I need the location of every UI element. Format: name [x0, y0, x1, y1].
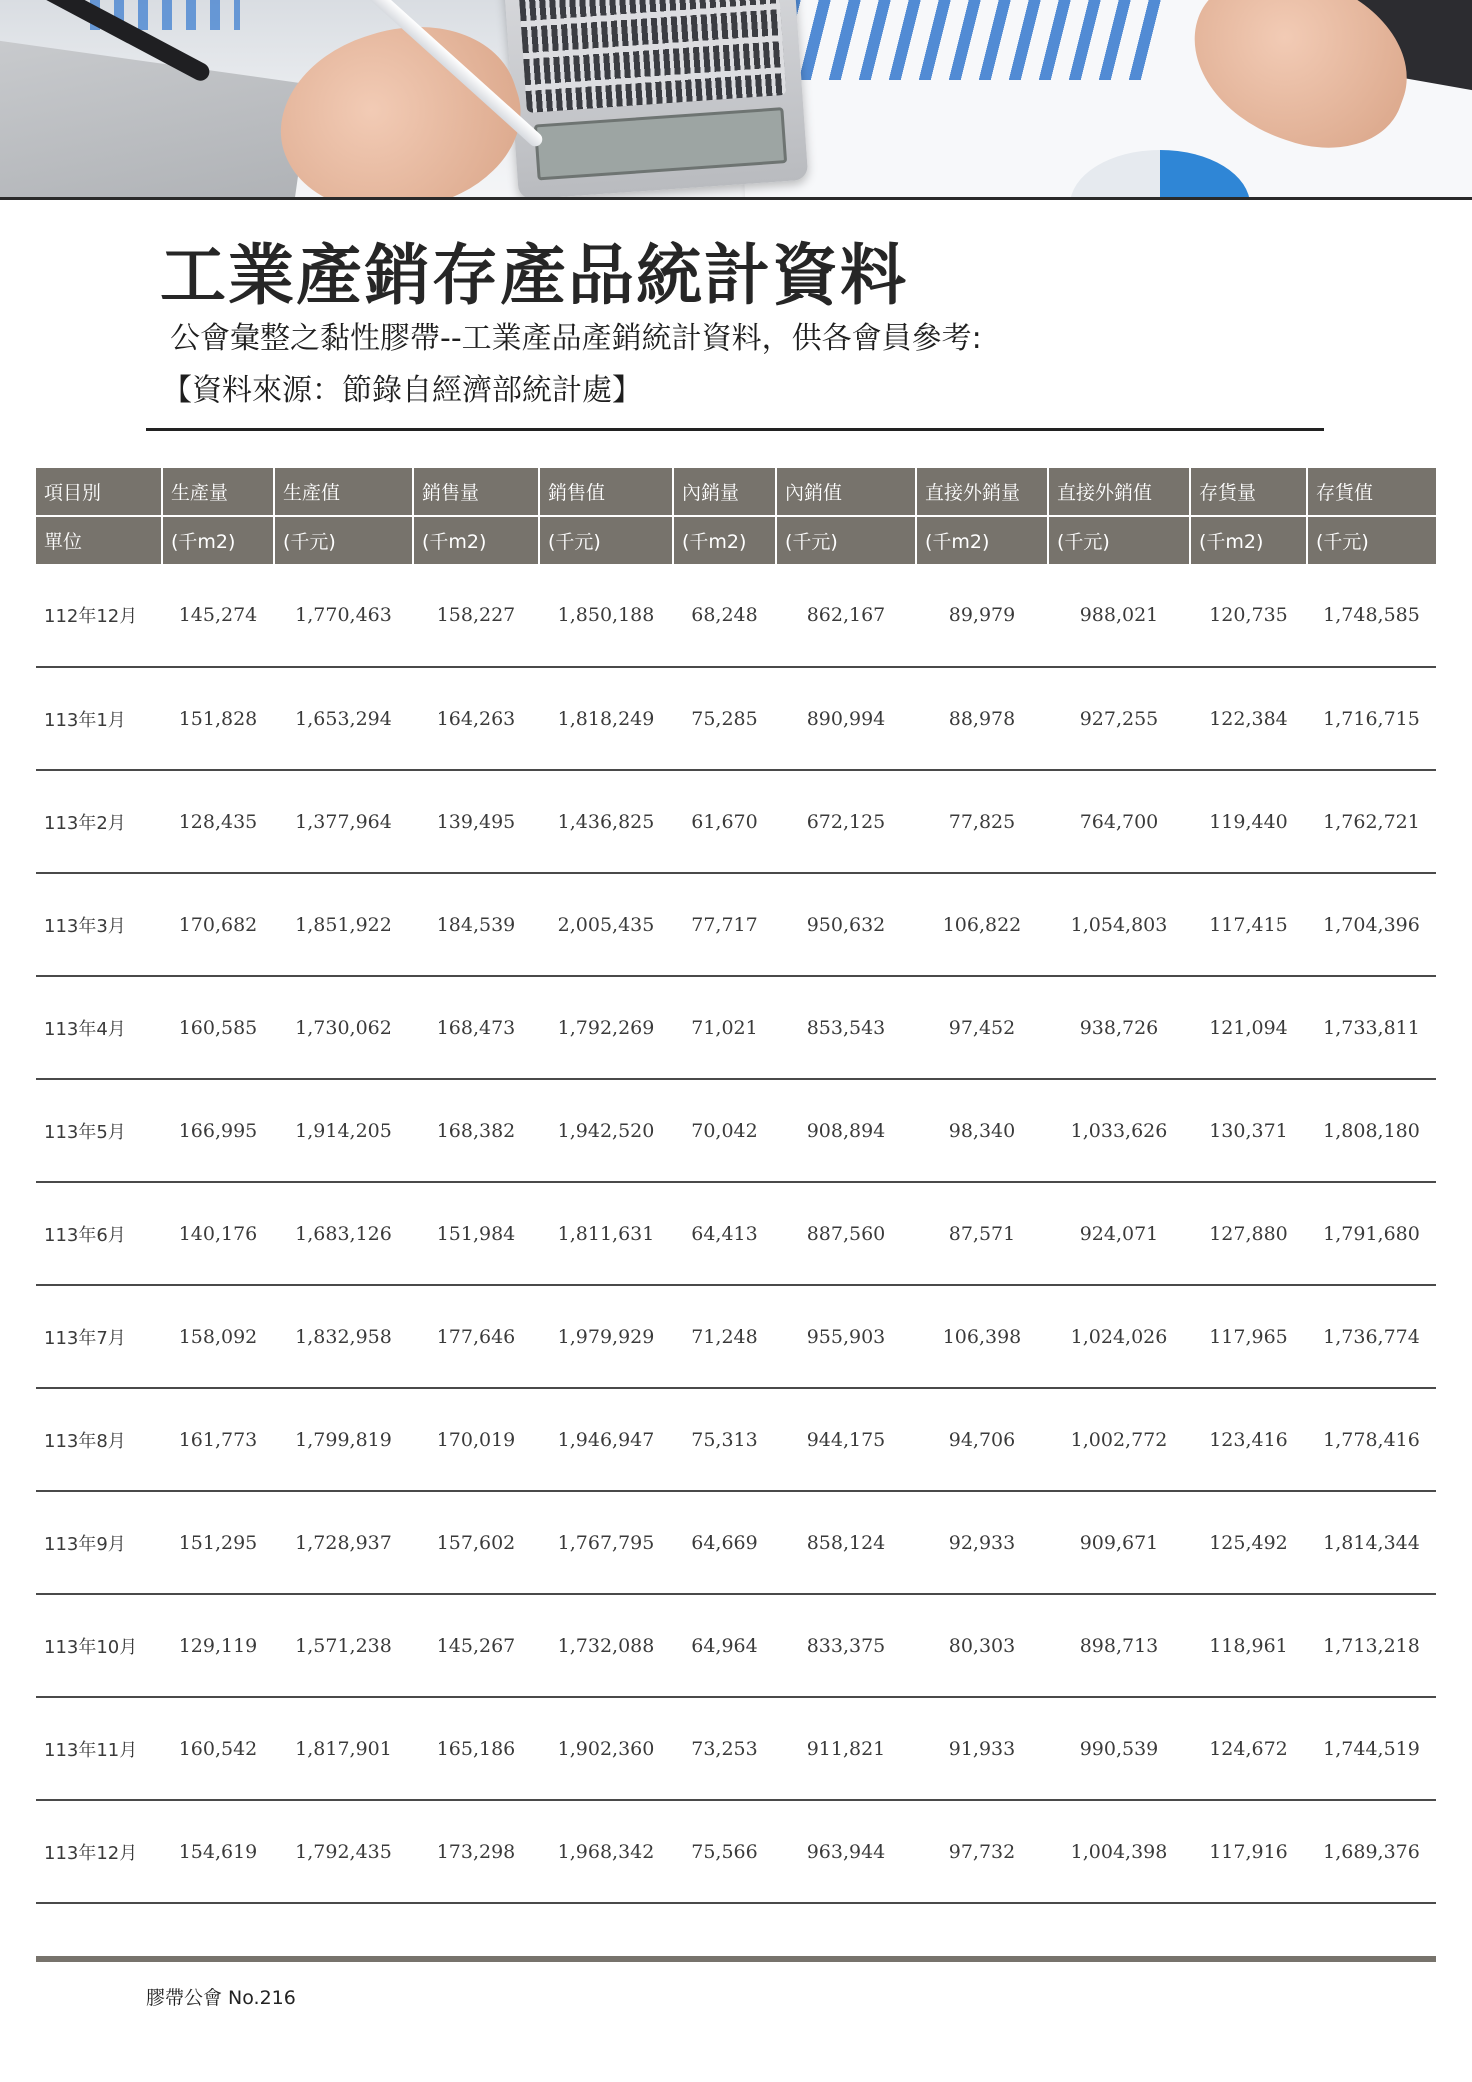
table-cell: 77,717 [673, 873, 776, 976]
table-cell: 927,255 [1048, 667, 1190, 770]
column-unit: (千元) [1048, 516, 1190, 564]
table-cell: 950,632 [776, 873, 916, 976]
table-cell: 75,566 [673, 1800, 776, 1903]
table-row [36, 1697, 1436, 1800]
header-photo [0, 0, 1472, 200]
table-cell: 1,004,398 [1048, 1800, 1190, 1903]
column-header: 銷售值 [539, 468, 673, 516]
table-cell: 955,903 [776, 1285, 916, 1388]
table-cell: 938,726 [1048, 976, 1190, 1079]
statistics-table [36, 468, 1436, 1904]
table-cell: 990,539 [1048, 1697, 1190, 1800]
table-cell: 139,495 [413, 770, 539, 873]
table-cell: 1,377,964 [274, 770, 413, 873]
table-cell: 1,814,344 [1307, 1491, 1436, 1594]
table-cell: 672,125 [776, 770, 916, 873]
table-cell: 168,473 [413, 976, 539, 1079]
table-cell: 128,435 [162, 770, 274, 873]
table-cell: 170,682 [162, 873, 274, 976]
table-cell: 92,933 [916, 1491, 1048, 1594]
column-header: 存貨值 [1307, 468, 1436, 516]
table-cell: 1,914,205 [274, 1079, 413, 1182]
table-cell: 68,248 [673, 564, 776, 667]
table-cell: 158,227 [413, 564, 539, 667]
table-cell: 911,821 [776, 1697, 916, 1800]
table-row [36, 1491, 1436, 1594]
column-header: 直接外銷值 [1048, 468, 1190, 516]
table-cell: 117,916 [1190, 1800, 1307, 1903]
table-cell: 1,817,901 [274, 1697, 413, 1800]
table-cell: 1,024,026 [1048, 1285, 1190, 1388]
table-cell: 75,313 [673, 1388, 776, 1491]
table-cell: 73,253 [673, 1697, 776, 1800]
table-body [36, 564, 1436, 1903]
table-cell: 1,799,819 [274, 1388, 413, 1491]
table-cell: 117,965 [1190, 1285, 1307, 1388]
table-cell: 89,979 [916, 564, 1048, 667]
table-cell: 1,704,396 [1307, 873, 1436, 976]
table-cell: 170,019 [413, 1388, 539, 1491]
row-period: 113年6月 [36, 1182, 162, 1285]
table-cell: 120,735 [1190, 564, 1307, 667]
table-row [36, 1594, 1436, 1697]
table-cell: 1,748,585 [1307, 564, 1436, 667]
table-cell: 1,832,958 [274, 1285, 413, 1388]
laptop [0, 37, 311, 200]
calculator [502, 0, 809, 200]
table-cell: 157,602 [413, 1491, 539, 1594]
table-cell: 1,683,126 [274, 1182, 413, 1285]
table-cell: 97,452 [916, 976, 1048, 1079]
table-row [36, 976, 1436, 1079]
table-cell: 944,175 [776, 1388, 916, 1491]
table-cell: 130,371 [1190, 1079, 1307, 1182]
column-header: 直接外銷量 [916, 468, 1048, 516]
table-row [36, 667, 1436, 770]
table-cell: 1,792,435 [274, 1800, 413, 1903]
table-cell: 117,415 [1190, 873, 1307, 976]
table-cell: 158,092 [162, 1285, 274, 1388]
table-cell: 70,042 [673, 1079, 776, 1182]
table-cell: 129,119 [162, 1594, 274, 1697]
row-period: 112年12月 [36, 564, 162, 667]
table-cell: 1,818,249 [539, 667, 673, 770]
page-title: 工業產銷存產品統計資料 [160, 237, 908, 314]
table-cell: 1,946,947 [539, 1388, 673, 1491]
table-row [36, 1182, 1436, 1285]
column-unit: (千元) [1307, 516, 1436, 564]
table-cell: 160,542 [162, 1697, 274, 1800]
column-unit: (千元) [274, 516, 413, 564]
column-header: 內銷量 [673, 468, 776, 516]
table-cell: 140,176 [162, 1182, 274, 1285]
data-source: 【資料來源：節錄自經濟部統計處】 [162, 373, 642, 408]
row-period: 113年2月 [36, 770, 162, 873]
row-period: 113年11月 [36, 1697, 162, 1800]
table-row [36, 770, 1436, 873]
column-unit: (千m2) [413, 516, 539, 564]
table-cell: 124,672 [1190, 1697, 1307, 1800]
table-cell: 91,933 [916, 1697, 1048, 1800]
table-cell: 88,978 [916, 667, 1048, 770]
table-cell: 1,002,772 [1048, 1388, 1190, 1491]
table-cell: 1,762,721 [1307, 770, 1436, 873]
column-unit: (千m2) [1190, 516, 1307, 564]
table-cell: 887,560 [776, 1182, 916, 1285]
table-cell: 151,984 [413, 1182, 539, 1285]
column-unit: (千元) [539, 516, 673, 564]
row-period: 113年1月 [36, 667, 162, 770]
table-cell: 160,585 [162, 976, 274, 1079]
table-cell: 184,539 [413, 873, 539, 976]
row-period: 113年8月 [36, 1388, 162, 1491]
column-unit: (千m2) [673, 516, 776, 564]
table-cell: 71,021 [673, 976, 776, 1079]
table-cell: 2,005,435 [539, 873, 673, 976]
table-cell: 145,267 [413, 1594, 539, 1697]
table-cell: 127,880 [1190, 1182, 1307, 1285]
column-unit: 單位 [36, 516, 162, 564]
table-cell: 151,295 [162, 1491, 274, 1594]
table-cell: 164,263 [413, 667, 539, 770]
table-cell: 1,054,803 [1048, 873, 1190, 976]
table-cell: 909,671 [1048, 1491, 1190, 1594]
table-cell: 1,736,774 [1307, 1285, 1436, 1388]
row-period: 113年5月 [36, 1079, 162, 1182]
table-cell: 1,716,715 [1307, 667, 1436, 770]
table-cell: 1,791,680 [1307, 1182, 1436, 1285]
column-header: 存貨量 [1190, 468, 1307, 516]
table-cell: 177,646 [413, 1285, 539, 1388]
row-period: 113年9月 [36, 1491, 162, 1594]
table-cell: 125,492 [1190, 1491, 1307, 1594]
table-row [36, 564, 1436, 667]
header-row [36, 468, 1436, 516]
table-cell: 61,670 [673, 770, 776, 873]
table-cell: 833,375 [776, 1594, 916, 1697]
table-cell: 77,825 [916, 770, 1048, 873]
title-divider [146, 428, 1324, 431]
table-cell: 165,186 [413, 1697, 539, 1800]
column-header: 項目別 [36, 468, 162, 516]
table-cell: 154,619 [162, 1800, 274, 1903]
table-cell: 858,124 [776, 1491, 916, 1594]
footer-publication: 膠帶公會 No.216 [146, 1987, 296, 2009]
table-cell: 64,669 [673, 1491, 776, 1594]
table-cell: 168,382 [413, 1079, 539, 1182]
table-cell: 94,706 [916, 1388, 1048, 1491]
column-header: 生產量 [162, 468, 274, 516]
table-cell: 122,384 [1190, 667, 1307, 770]
table-cell: 1,713,218 [1307, 1594, 1436, 1697]
row-period: 113年7月 [36, 1285, 162, 1388]
table-cell: 121,094 [1190, 976, 1307, 1079]
table-cell: 1,808,180 [1307, 1079, 1436, 1182]
table-cell: 898,713 [1048, 1594, 1190, 1697]
table-cell: 1,968,342 [539, 1800, 673, 1903]
table-cell: 1,902,360 [539, 1697, 673, 1800]
footer-divider [36, 1956, 1436, 1962]
row-period: 113年12月 [36, 1800, 162, 1903]
column-unit: (千m2) [162, 516, 274, 564]
table-cell: 862,167 [776, 564, 916, 667]
table-cell: 145,274 [162, 564, 274, 667]
table-cell: 151,828 [162, 667, 274, 770]
table-cell: 1,436,825 [539, 770, 673, 873]
table-cell: 71,248 [673, 1285, 776, 1388]
row-period: 113年4月 [36, 976, 162, 1079]
table-cell: 1,653,294 [274, 667, 413, 770]
table-cell: 963,944 [776, 1800, 916, 1903]
units-row [36, 516, 1436, 564]
row-period: 113年3月 [36, 873, 162, 976]
table-cell: 1,733,811 [1307, 976, 1436, 1079]
table-cell: 1,811,631 [539, 1182, 673, 1285]
table-cell: 98,340 [916, 1079, 1048, 1182]
calculator-display [534, 107, 787, 180]
table-cell: 924,071 [1048, 1182, 1190, 1285]
column-unit: (千元) [776, 516, 916, 564]
table-cell: 853,543 [776, 976, 916, 1079]
table-cell: 173,298 [413, 1800, 539, 1903]
table-cell: 1,732,088 [539, 1594, 673, 1697]
table-cell: 64,964 [673, 1594, 776, 1697]
table-header [36, 468, 1436, 564]
table-cell: 64,413 [673, 1182, 776, 1285]
table-cell: 1,033,626 [1048, 1079, 1190, 1182]
table-row [36, 873, 1436, 976]
table-cell: 988,021 [1048, 564, 1190, 667]
table-cell: 908,894 [776, 1079, 916, 1182]
table-cell: 1,767,795 [539, 1491, 673, 1594]
table-cell: 161,773 [162, 1388, 274, 1491]
table-row [36, 1285, 1436, 1388]
table-cell: 87,571 [916, 1182, 1048, 1285]
table-cell: 1,571,238 [274, 1594, 413, 1697]
table-cell: 890,994 [776, 667, 916, 770]
table-cell: 1,728,937 [274, 1491, 413, 1594]
table-cell: 123,416 [1190, 1388, 1307, 1491]
page-subtitle: 公會彙整之黏性膠帶--工業產品產銷統計資料，供各會員參考: [170, 321, 982, 356]
table-cell: 1,792,269 [539, 976, 673, 1079]
table-cell: 1,979,929 [539, 1285, 673, 1388]
table-row [36, 1388, 1436, 1491]
table-cell: 80,303 [916, 1594, 1048, 1697]
table-cell: 75,285 [673, 667, 776, 770]
column-header: 銷售量 [413, 468, 539, 516]
row-period: 113年10月 [36, 1594, 162, 1697]
table-cell: 119,440 [1190, 770, 1307, 873]
table-cell: 106,398 [916, 1285, 1048, 1388]
column-header: 生產值 [274, 468, 413, 516]
bar-chart-printout [769, 0, 1171, 80]
column-header: 內銷值 [776, 468, 916, 516]
table-row [36, 1079, 1436, 1182]
column-unit: (千m2) [916, 516, 1048, 564]
statistics-table-container [36, 468, 1436, 1904]
table-cell: 106,822 [916, 873, 1048, 976]
table-cell: 1,851,922 [274, 873, 413, 976]
table-cell: 118,961 [1190, 1594, 1307, 1697]
table-cell: 1,942,520 [539, 1079, 673, 1182]
table-cell: 97,732 [916, 1800, 1048, 1903]
table-cell: 166,995 [162, 1079, 274, 1182]
table-cell: 1,850,188 [539, 564, 673, 667]
table-row [36, 1800, 1436, 1903]
calculator-keypad [517, 0, 787, 113]
table-cell: 1,770,463 [274, 564, 413, 667]
table-cell: 1,744,519 [1307, 1697, 1436, 1800]
table-cell: 1,730,062 [274, 976, 413, 1079]
table-cell: 1,689,376 [1307, 1800, 1436, 1903]
table-cell: 764,700 [1048, 770, 1190, 873]
table-cell: 1,778,416 [1307, 1388, 1436, 1491]
